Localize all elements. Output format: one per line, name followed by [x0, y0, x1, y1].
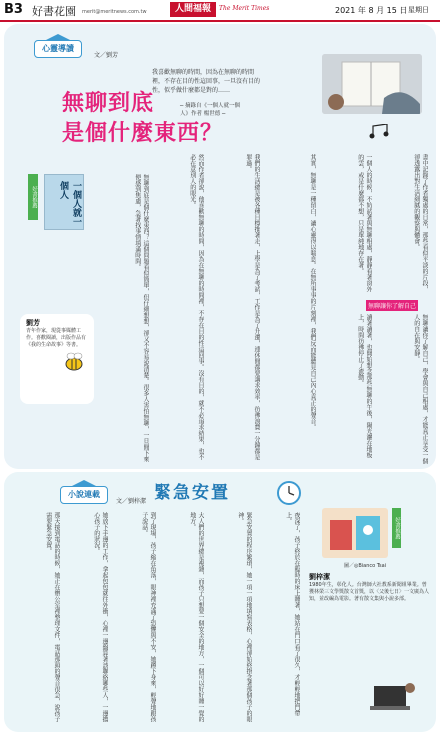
article-panel-1: [4, 24, 436, 469]
laptop-reading-icon: [368, 678, 418, 722]
article2-column-6: 夜深了，孩子終於在臨時的床上睡著，她站在門口看了很久，才輕輕地把門帶上。: [284, 512, 300, 716]
issue-weekday: 星期日: [408, 6, 429, 14]
article1-column-5: 一個人的時候，不妨試著與無聊相處，靜靜看著窗外的雲，或是什麼都不想，只是單純地存在著。: [356, 154, 372, 292]
page-section-number: B3: [4, 2, 23, 17]
column-label-text: 心靈導讀: [42, 44, 74, 53]
column-label-2: [60, 480, 114, 506]
reading-photo: [322, 54, 422, 114]
article2-column-3: 到了現場，孩子縮在角落，眼神裡充滿了恐懼與不安，她蹲下身來，輕聲地跟孩子說話。: [140, 512, 156, 722]
book-cover: [44, 174, 84, 230]
article2-column-1: 那天接到電話的時候，她正在辦公室裡整理文件，電話那頭的聲音很急，說孩子需要緊急安置。: [44, 512, 60, 722]
article2-column-4: 大人們的世界總是複雜，而孩子只想要一個安全的地方，一個可以好好睡一覺的地方。: [188, 512, 204, 722]
author2-bio: 1980年生，彰化人。台灣師大社教系新聞組畢業。曾獲林榮三文學獎散文首獎，以〈父後七日〉一文廣為人知，並改編為電影。著有散文集與小說多部。: [309, 582, 430, 602]
newspaper-logo: 人間福報: [170, 2, 216, 17]
article1-column-7: 讀著讀著，也開始想念那些無聊的午後，陽光灑在地板上，時間彷彿停止了流動。: [356, 314, 372, 458]
book-cover-title: 一個人就一個人: [58, 181, 81, 226]
article1-column-6: 書中記錄了作者獨處的日常，那些看似平淡的片段，卻透露出對生活細膩的觀察與體會。: [412, 154, 428, 292]
article1-column-4: 其實，無聊是一種留白，讓心靈得以喘息。在無所事事的片刻裡，我們反而能聽見自己內心真正的聲音。: [309, 154, 316, 430]
article1-column-8: 無聊讓你了解自己，學會與自己相處，才能真正享受一個人的自在與安靜。: [412, 314, 428, 464]
contact-url[interactable]: merit@meritnews.com.tw: [82, 9, 147, 15]
column-label-1: [34, 34, 88, 60]
article2-byline: 文／劉梓潔: [116, 498, 147, 505]
column-label-text: 小說連載: [68, 490, 100, 499]
article1-lead: 我喜歡無聊的時間，因為在無聊的時間裡，不存在目的性這回事，一旦沒有目的性，似乎做什麼都是對的……: [152, 69, 261, 94]
article2-title: 緊急安置: [154, 483, 230, 503]
article1-column-1: 無聊到底是個什麼東西？這個問題看似簡單，但仔細想想，卻又不容易說清楚。很多人害怕無聊，一旦閒下來便感到焦慮，急著找事情填滿時間。: [133, 174, 149, 462]
issue-date: 2021 年 8 月 15 日: [335, 6, 408, 15]
article1-title-line2: 是個什麼東西？: [62, 121, 224, 146]
clock-icon: [276, 480, 302, 510]
author-name: 劉芳: [26, 319, 40, 327]
article1-pullquote: ─ 摘錄自《一個人就一個人》作者 楊世德 ─: [180, 103, 241, 117]
newspaper-logo-en: The Merit Times: [219, 5, 270, 12]
author-bio: 青年作家，現從事媒體工作。喜歡閱讀，出版作品有《我的生命故事》等書。: [26, 328, 87, 348]
article-panel-2: [4, 472, 436, 732]
article2-column-5: 緊急安置的程序繁瑣，她一項一項地填寫表格，心裡卻始終掛念著那個孩子的眼神。: [236, 512, 252, 722]
article1-subhead: 無聊讓你了解自己: [366, 300, 418, 311]
article1-column-2: 然而作者卻說，他喜歡無聊的時間，因為在無聊的時間裡，不存在目的性這回事。沒有目的，就不必追求結果，也不必在意別人的眼光。: [188, 154, 204, 460]
article1-byline: 文／劉芳: [94, 52, 119, 59]
illustration-tag: 好書推薦: [392, 508, 401, 548]
open-book-illustration: [322, 54, 422, 114]
music-note-icon: [369, 124, 391, 144]
author2-name: 劉梓潔: [309, 573, 330, 581]
bee-icon: [62, 352, 86, 376]
article2-column-2: 她放下手邊的工作，拿起包包就往外衝，心裡一邊盤算著該聯絡哪些人，一邊擔心孩子的狀況。: [92, 512, 108, 722]
book-recommend-tag: 好書推薦: [28, 174, 38, 220]
article1-column-3: 我們的生活總是被各種目標推著走，上學是為了考試，工作是為了升遷，連休閒都要講求效率，彷彿浪費一分鐘都是罪過。: [244, 154, 260, 460]
masthead: [0, 0, 440, 22]
section-name: 好書花園: [32, 5, 76, 18]
article1-title-line1: 無聊到底: [62, 91, 155, 116]
illustration-caption: 圖／◎Bianco Tsai: [344, 563, 387, 569]
novel-illustration: [322, 508, 388, 558]
